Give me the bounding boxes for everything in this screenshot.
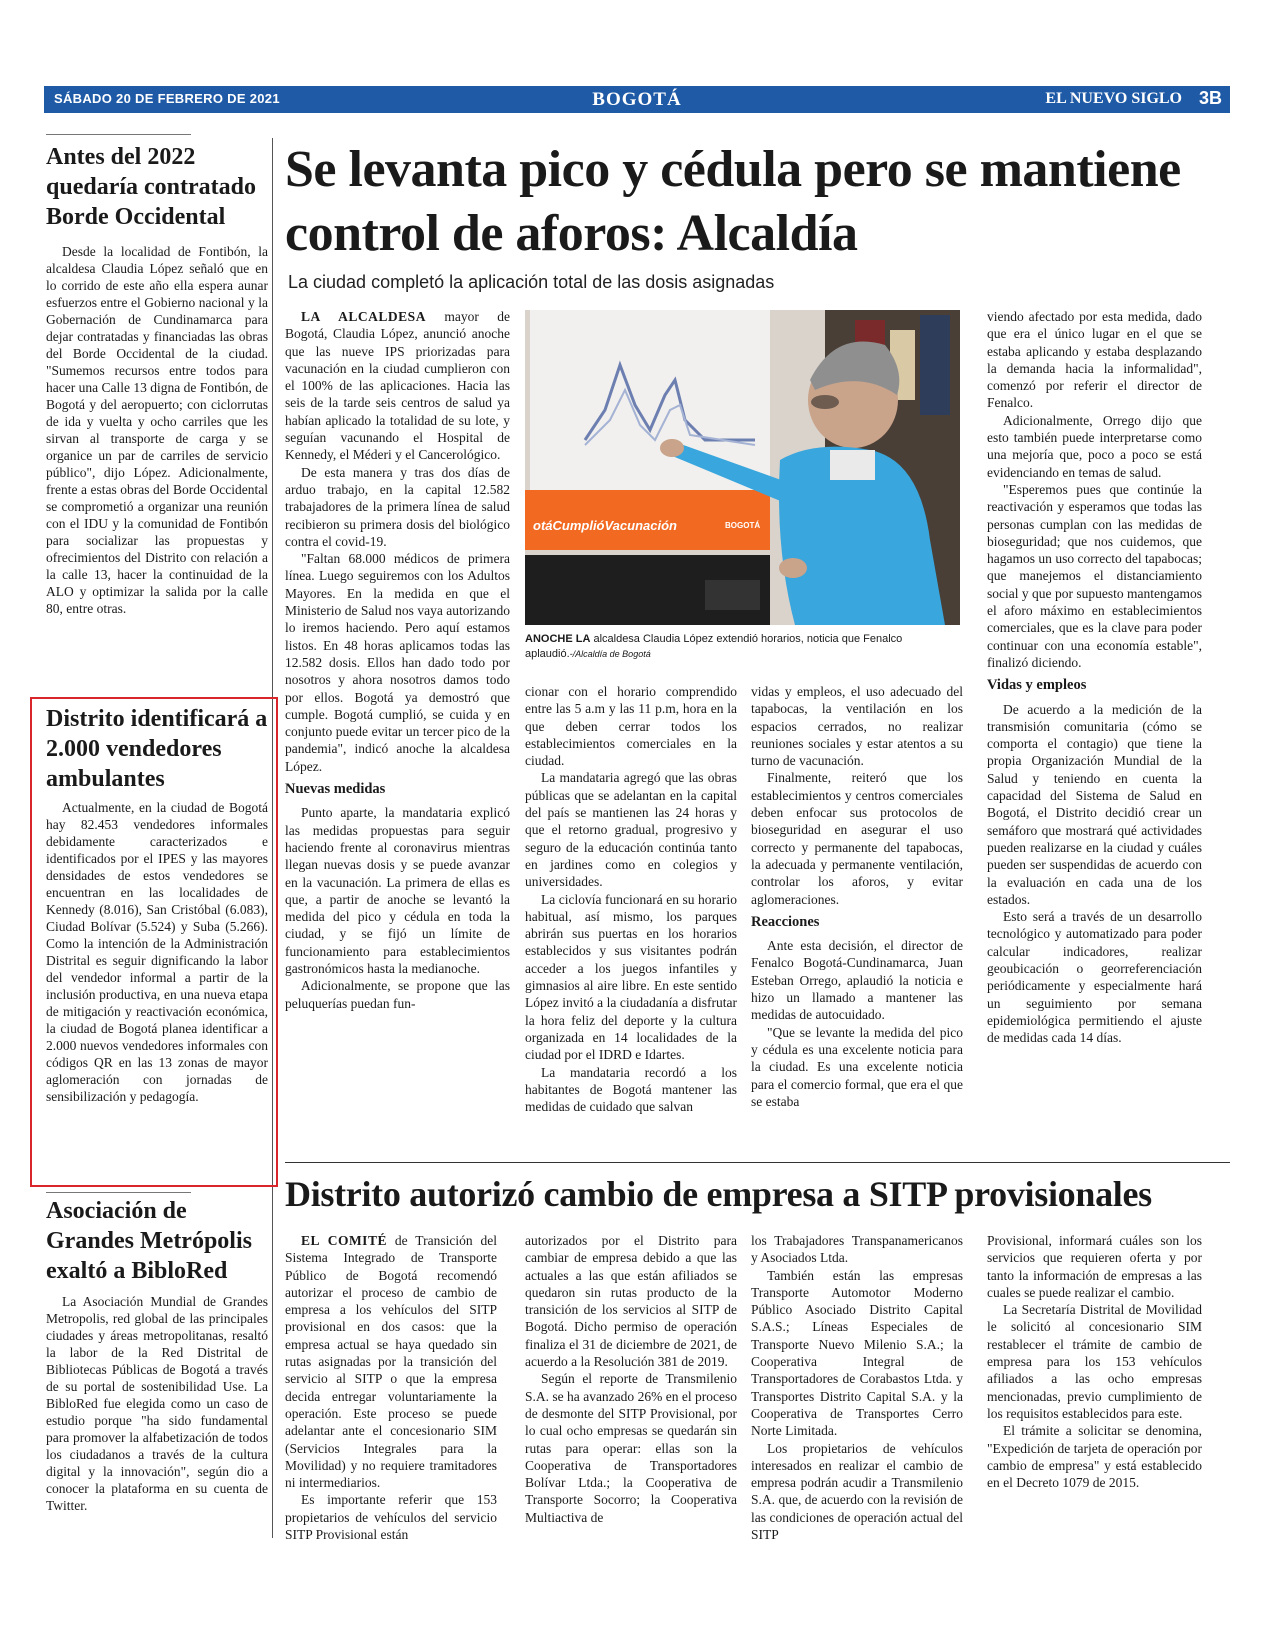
page-header-bar	[44, 86, 1230, 113]
second-column-2	[525, 1232, 737, 1526]
second-column-1	[285, 1232, 497, 1543]
sidebar-story1-title: Antes del 2022 quedaría contratado Borde Occidental	[46, 144, 256, 230]
main-col4-paragraph: Esto será a través de un desarrollo tecnológico y automatizado para poder calcular indicadores, realizar geoubicación o georreferenciación periódicamente y especialmente hará un seguimiento por semana epidemiológica permitiendo el ajuste de medidas cada 14 días.	[987, 909, 1202, 1046]
main-col2-paragraph: La ciclovía funcionará en su horario habitual, así mismo, los parques abrirán sus puertas en los horarios establecidos y sus visitantes podrán acceder a los juegos infantiles y gimnasios al aire libre. En este sentido López invitó a la ciudadanía a disfrutar la hora feliz del deporte y la cultura organizada en 14 localidades de la ciudad por el IDRD e Idartes.	[525, 891, 737, 1063]
main-col1-paragraph: De esta manera y tras dos días de arduo trabajo, en la capital 12.582 trabajadores de la primera línea de salud recibieron su primera dosis del biológico contra el covid-19.	[285, 464, 510, 549]
main-headline: Se levanta pico y cédula pero se mantiene control de aforos: Alcaldía	[285, 141, 1181, 262]
main-column-3	[751, 683, 963, 1110]
second-col3-paragraph: Los propietarios de vehículos interesados en realizar el cambio de empresa podrán acudir a Transmilenio S.A. que, de acuerdo con la revisión de las condiciones de operación actual del SITP	[751, 1440, 963, 1543]
sidebar-story1-body	[46, 243, 268, 617]
second-col2-paragraph: Según el reporte de Transmilenio S.A. se ha avanzado 26% en el proceso de desmonte del SITP Provisional, por lo cual ocho empresas se quedarán sin rutas para operar: ellas son la Cooperativa de Transportadores Bolívar Ltda.; la Cooperativa de Transporte Socorro; la Cooperativa Multiactiva de	[525, 1371, 737, 1525]
main-col2-paragraph: La mandataria agregó que las obras públicas que se adelantan en la capital del país se mantienen las 24 horas y que el retorno gradual, progresivo y seguro de la educación continúa tanto en jardines como en colegios y universidades.	[525, 770, 737, 890]
sidebar-top-rule	[46, 134, 191, 135]
second-col2-paragraph: autorizados por el Distrito para cambiar de empresa debido a que las actuales a las que están afiliados se quedaron sin rutas producto de la transición de los servicios al SITP de Bogotá. Dicho permiso de operación finaliza el 31 de diciembre de 2021, de acuerdo a la Resolución 381 de 2019.	[525, 1233, 737, 1370]
second-col1-paragraph: Es importante referir que 153 propietarios de vehículos del servicio SITP Provisional están	[285, 1492, 497, 1543]
second-column-3	[751, 1232, 963, 1543]
main-column-1	[285, 308, 510, 1012]
header-section: BOGOTÁ	[592, 89, 682, 110]
photo-caption	[525, 632, 960, 662]
main-col1-paragraph: "Faltan 68.000 médicos de primera línea. Luego seguiremos con los Adultos Mayores. En la medida en que el Ministerio de Salud nos vaya autorizando lo iremos haciendo. Pero aquí estamos listos. En 48 horas aplicamos todas las 12.582 dosis. Ellos han dado todo por nosotros y ahora nosotros damos todo por ellos. Bogotá ya demostró que cumple. Bogotá cumplió, se cuida y en conjunto puede evitar un tercer pico de la pandemia", indicó anoche la alcaldesa López.	[285, 551, 510, 774]
sidebar-story3-text: La Asociación Mundial de Grandes Metropolis, red global de las principales ciudades y áreas metropolitanas, resaltó la labor de la Red Distrital de Bibliotecas Públicas de Bogotá a través de su portal de sostenibilidad Use. La BibloRed fue elegida como un caso de estudio porque "ha sido fundamental para promover la alfabetización de todos los ciudadanos a través de la cultura digital y la innovación", según dio a conocer la plataforma en su cuenta de Twitter.	[46, 1294, 268, 1513]
subheading: Vidas y empleos	[987, 677, 1087, 694]
subheading: Nuevas medidas	[285, 781, 386, 798]
caption-text: alcaldesa Claudia López extendió horarios, noticia que Fenalco aplaudió.	[525, 633, 903, 660]
screen-slogan: otáCumplióVacunación	[533, 518, 677, 533]
lead-in: LA ALCALDESA	[301, 309, 426, 324]
sidebar-story3-rule	[46, 1192, 191, 1193]
main-col4-paragraph: De acuerdo a la medición de la transmisión comunitaria (cómo se comporta el contagio) que tiene la propia Organización Mundial de la Salud y teniendo en cuenta la capacidad del Sistema de Salud en Bogotá, el Distrito decidió crear un semáforo que mostrará qué actividades pueden realizarse en la ciudad y cuáles pueden ser suspendidas de acuerdo con la evaluación en cada una de los estados.	[987, 701, 1202, 907]
section-divider	[285, 1162, 1230, 1163]
main-col3-paragraph: Ante esta decisión, el director de Fenalco Bogotá-Cundinamarca, Juan Esteban Orrego, aplaudió la noticia e hizo un llamado a mantener las medidas de autocuidado.	[751, 938, 963, 1023]
header-date: SÁBADO 20 DE FEBRERO DE 2021	[54, 91, 280, 106]
main-subtitle: La ciudad completó la aplicación total de las dosis asignadas	[288, 272, 775, 292]
main-col4-paragraph: Adicionalmente, Orrego dijo que esto también puede interpretarse como una mejoría que, poco a poco se está evidenciando en temas de salud.	[987, 412, 1202, 480]
photo-illustration	[525, 310, 960, 625]
main-col1-paragraph: Adicionalmente, se propone que las peluquerías puedan fun-	[285, 978, 510, 1011]
screen-logo: BOGOTÁ	[725, 521, 761, 530]
lead-in: EL COMITÉ	[301, 1233, 387, 1248]
sidebar-story1-text: Desde la localidad de Fontibón, la alcaldesa Claudia López señaló que en lo corrido de este año ella espera aunar esfuerzos entre el Gobierno nacional y la Gobernación de Cundinamarca para dejar contratadas y financiadas las obras del Borde Occidental de la ciudad. "Sumemos recursos entre todos para hacer una Calle 13 digna de Fontibón, de Bogotá y del aeropuerto; con ciclorrutas de ida y vuelta y ocho carriles que les sirvan al transporte de carga y se organice un par de carriles de servicio público", dijo López. Adicionalmente, frente a estas obras del Borde Occidental se comprometió a organizar una reunión con el IDU y la comunidad de Fontibón para socializar las propuestas y ofrecimientos del Distrito con relación a la calle 13, hacer la continuidad de la ALO y optimizar la salida por la calle 80, entre otras.	[46, 244, 268, 616]
main-col1-paragraph: LA ALCALDESA mayor de Bogotá, Claudia López, anunció anoche que las nueve IPS priorizadas para vacunación en la ciudad cumplieron con el 100% de las aplicaciones. Hacia las seis de la tarde seis centros de salud ya habían aplicado la totalidad de su lote, y seguían vacunando el Hospital de Kennedy, el Méderi y el Cancerológico.	[285, 309, 510, 463]
main-col3-paragraph: Finalmente, reiteró que los establecimientos y centros comerciales deben enfocar sus protocolos de bioseguridad en asegurar el uso correcto y permanente del tapabocas, la adecuada y permanente ventilación, controlar los aforos, y evitar aglomeraciones.	[751, 770, 963, 907]
sidebar-story3-body	[46, 1293, 268, 1514]
main-col2-paragraph: cionar con el horario comprendido entre las 5 a.m y las 11 p.m, hora en la que deben cerrar todos los establecimientos comerciales en la ciudad.	[525, 684, 737, 769]
main-col4-paragraph: viendo afectado por esta medida, dado que era el único lugar en el que se estaba aplicando y estaba desplazando la demanda hacia la informalidad", comenzó por referir el director de Fenalco.	[987, 309, 1202, 411]
caption-lead: ANOCHE LA	[525, 633, 591, 645]
main-column-2	[525, 683, 737, 1115]
header-newspaper-name: EL NUEVO SIGLO	[1045, 90, 1182, 107]
second-col4-paragraph: Provisional, informará cuáles son los servicios que requieren oferta y por tanto la información de empresas a las cuales se puede realizar el cambio.	[987, 1233, 1202, 1300]
main-column-4	[987, 308, 1202, 1046]
second-col4-paragraph: La Secretaría Distrital de Movilidad le solicitó al concesionario SIM restablecer el trámite de cambio de empresa para los 153 vehículos afiliados a las ocho empresas mencionadas, previo cumplimiento de los requisitos establecidos para este.	[987, 1302, 1202, 1421]
main-col1-paragraph: Punto aparte, la mandataria explicó las medidas propuestas para seguir haciendo frente al coronavirus mientras llegan nuevas dosis y se puede avanzar en la vacunación. La primera de ellas es que, a partir de anoche se levantó la medida del pico y cédula en toda la ciudad, y se fijó un límite de funcionamiento para establecimientos gastronómicos hasta la medianoche.	[285, 805, 510, 976]
header-page-number: 3B	[1198, 88, 1222, 108]
main-col4-paragraph: "Esperemos pues que continúe la reactivación y esperamos que todas las personas cumplan con las medidas de bioseguridad; que nos cuidemos, que hagamos un uso correcto del tapabocas; que manejemos el distanciamiento social y que por supuesto mantengamos el aforo máximo en establecimientos comerciales, que es la clave para poder continuar con una economía estable", finalizó diciendo.	[987, 481, 1202, 670]
caption-credit: -/Alcaldía de Bogotá	[569, 649, 651, 659]
second-col3-paragraph: los Trabajadores Transpanamericanos y Asociados Ltda.	[751, 1233, 963, 1266]
sidebar-story3-title: Asociación de Grandes Metrópolis exaltó a BibloRed	[46, 1198, 252, 1284]
main-col2-paragraph: La mandataria recordó a los habitantes de Bogotá mantener las medidas de cuidado que salvan	[525, 1064, 737, 1115]
second-col3-paragraph: También están las empresas Transporte Automotor Moderno Público Asociado Distrito Capital S.A.S.; Líneas Especiales de Transporte Nuevo Milenio S.A.; la Cooperativa Integral de Transportadores de Corabastos Ltda. y Transportes Distrito Capital S.A. y la Cooperativa de Transportes Cerro Norte Limitada.	[751, 1267, 963, 1439]
second-col1-paragraph: EL COMITÉ de Transición del Sistema Integrado de Transporte Público de Bogotá recomendó autorizar el proceso de cambio de empresa a los vehículos del SITP provisional en dos casos: que la empresa actual se haya quedado sin rutas asignadas por la transición del servicio al SITP o que la empresa decida entregar voluntariamente la operación. Este proceso se puede adelantar ante el concesionario SIM (Servicios Integrales para la Movilidad) y no requiere tramitadores ni intermediarios.	[285, 1233, 497, 1491]
second-col4-paragraph: El trámite a solicitar se denomina, "Expedición de tarjeta de operación por cambio de empresa" y está establecido en el Decreto 1079 de 2015.	[987, 1423, 1202, 1491]
second-column-4	[987, 1232, 1202, 1491]
second-headline: Distrito autorizó cambio de empresa a SITP provisionales	[285, 1174, 1152, 1214]
main-col3-paragraph: vidas y empleos, el uso adecuado del tapabocas, la ventilación en los espacios cerrados, no realizar reuniones sociales y estar atentos a su turno de vacunación.	[751, 684, 963, 769]
news-photo	[525, 310, 960, 625]
subheading: Reacciones	[751, 913, 820, 930]
sidebar-story2-text: Actualmente, en la ciudad de Bogotá hay 82.453 vendedores informales debidamente caracterizados e identificados por el IPES y las mayores densidades de estos vendedores se encuentran en las localidades de Kennedy (8.016), San Cristóbal (6.083), Ciudad Bolívar (5.524) y Suba (5.266). Como la intención de la Administración Distrital es seguir dignificando la labor del vendedor informal a partir de la inclusión productiva, en una nueva etapa de mitigación y reactivación económica, la ciudad de Bogotá planea identificar a 2.000 nuevos vendedores informales con códigos QR en las 13 zonas de mayor aglomeración con jornadas de sensibilización y pedagogía.	[46, 800, 268, 1104]
main-col3-paragraph: "Que se levante la medida del pico y cédula es una excelente noticia para la ciudad. Es una excelente noticia para el comercio formal, que era el que se estaba	[751, 1024, 963, 1109]
sidebar-story2-body	[46, 799, 268, 1105]
sidebar-story2-title: Distrito identificará a 2.000 vendedores ambulantes	[46, 706, 268, 792]
